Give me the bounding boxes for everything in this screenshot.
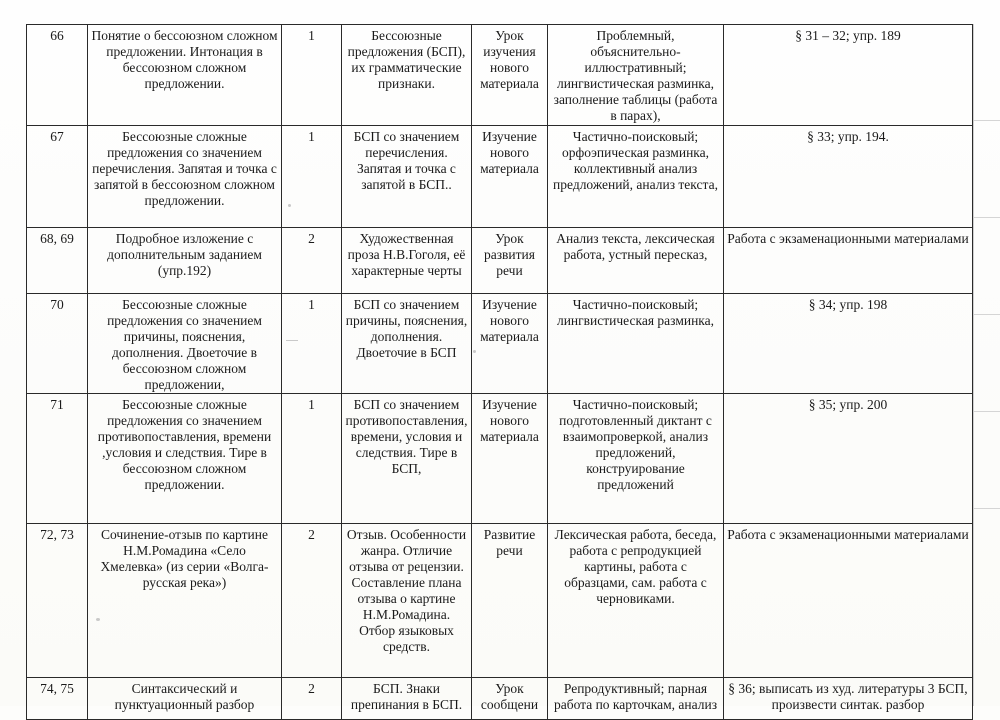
scan-speck (96, 618, 100, 621)
lesson-content: БСП. Знаки препинания в БСП. (342, 678, 472, 720)
lesson-topic: Подробное изложение с дополнительным заданием (упр.192) (88, 228, 282, 294)
lesson-topic: Бессоюзные сложные предложения со значением перечисления. Запятая и точка с запятой в бессоюзном сложном предложении. (88, 126, 282, 228)
edge-rule (974, 411, 1000, 412)
lesson-hours: 1 (282, 126, 342, 228)
lesson-number: 70 (27, 294, 88, 394)
lesson-content: Художественная проза Н.В.Гоголя, её характерные черты (342, 228, 472, 294)
lesson-topic: Синтаксический и пунктуационный разбор (88, 678, 282, 720)
lesson-methods: Частично-поисковый; орфоэпическая разминка, коллективный анализ предложений, анализ текста, (548, 126, 724, 228)
page-edge (973, 24, 1000, 706)
table-row (27, 228, 973, 294)
table-row (27, 524, 973, 678)
lesson-number: 72, 73 (27, 524, 88, 678)
lesson-homework: § 33; упр. 194. (724, 126, 973, 228)
lesson-homework: § 31 – 32; упр. 189 (724, 25, 973, 126)
lesson-number: 74, 75 (27, 678, 88, 720)
table-row (27, 394, 973, 524)
lesson-topic: Сочинение-отзыв по картине Н.М.Ромадина «Село Хмелевка» (из серии «Волга-русская река») (88, 524, 282, 678)
lesson-number: 66 (27, 25, 88, 126)
edge-rule (974, 120, 1000, 121)
lesson-methods: Частично-поисковый; подготовленный диктант с взаимопроверкой, анализ предложений, конструирование предложений (548, 394, 724, 524)
lesson-methods: Лексическая работа, беседа, работа с репродукцией картины, работа с образцами, сам. работа с черновиками. (548, 524, 724, 678)
lesson-number: 67 (27, 126, 88, 228)
lesson-homework: § 34; упр. 198 (724, 294, 973, 394)
lesson-content: БСП со значением противопоставления, времени, условия и следствия. Тире в БСП, (342, 394, 472, 524)
lesson-type: Урок сообщени (472, 678, 548, 720)
table-row (27, 25, 973, 126)
lesson-hours: 1 (282, 25, 342, 126)
lesson-hours: 2 (282, 228, 342, 294)
lesson-content: БСП со значением перечисления. Запятая и точка с запятой в БСП.. (342, 126, 472, 228)
lesson-homework: Работа с экзаменационными материалами (724, 228, 973, 294)
lesson-hours: 1 (282, 294, 342, 394)
scan-speck (473, 350, 476, 353)
table-row (27, 126, 973, 228)
lesson-type: Урок развития речи (472, 228, 548, 294)
lesson-content: Бессоюзные предложения (БСП), их грамматические признаки. (342, 25, 472, 126)
lesson-topic-part: Интонация в бессоюзном сложном предложении. (122, 44, 263, 91)
lesson-hours: 2 (282, 524, 342, 678)
scan-speck (286, 340, 298, 341)
lesson-methods: Проблемный, объяснительно-иллюстративный; лингвистическая разминка, заполнение таблицы (работа в парах), (548, 25, 724, 126)
lesson-number: 68, 69 (27, 228, 88, 294)
table-row (27, 294, 973, 394)
lesson-homework: Работа с экзаменационными материалами (724, 524, 973, 678)
lesson-number: 71 (27, 394, 88, 524)
lesson-methods: Анализ текста, лексическая работа, устный пересказ, (548, 228, 724, 294)
table-row (27, 678, 973, 720)
lesson-content: Отзыв. Особенности жанра. Отличие отзыва от рецензии. Составление плана отзыва о картине Н.М.Ромадина. Отбор языковых средств. (342, 524, 472, 678)
lesson-topic: Бессоюзные сложные предложения со значением противопоставления, времени ,условия и следствия. Тире в бессоюзном сложном предложении. (88, 394, 282, 524)
lesson-methods: Частично-поисковый; лингвистическая разминка, (548, 294, 724, 394)
lesson-type: Развитие речи (472, 524, 548, 678)
lesson-type: Изучение нового материала (472, 294, 548, 394)
edge-rule (974, 314, 1000, 315)
lesson-hours: 2 (282, 678, 342, 720)
lesson-plan-table (26, 24, 973, 720)
edge-rule (974, 217, 1000, 218)
lesson-topic-part: Понятие о бессоюзном сложном предложении. (91, 28, 278, 59)
lesson-homework: § 36; выписать из худ. литературы 3 БСП, произвести синтак. разбор (724, 678, 973, 720)
edge-rule (974, 508, 1000, 509)
lesson-homework: § 35; упр. 200 (724, 394, 973, 524)
lesson-methods: Репродуктивный; парная работа по карточкам, анализ (548, 678, 724, 720)
lesson-topic (88, 25, 282, 126)
lesson-type: Изучение нового материала (472, 394, 548, 524)
scan-speck (288, 204, 291, 207)
lesson-type: Урок изучения нового материала (472, 25, 548, 126)
lesson-hours: 1 (282, 394, 342, 524)
lesson-topic: Бессоюзные сложные предложения со значением причины, пояснения, дополнения. Двоеточие в бессоюзном сложном предложении, (88, 294, 282, 394)
lesson-type: Изучение нового материала (472, 126, 548, 228)
lesson-content: БСП со значением причины, пояснения, дополнения. Двоеточие в БСП (342, 294, 472, 394)
